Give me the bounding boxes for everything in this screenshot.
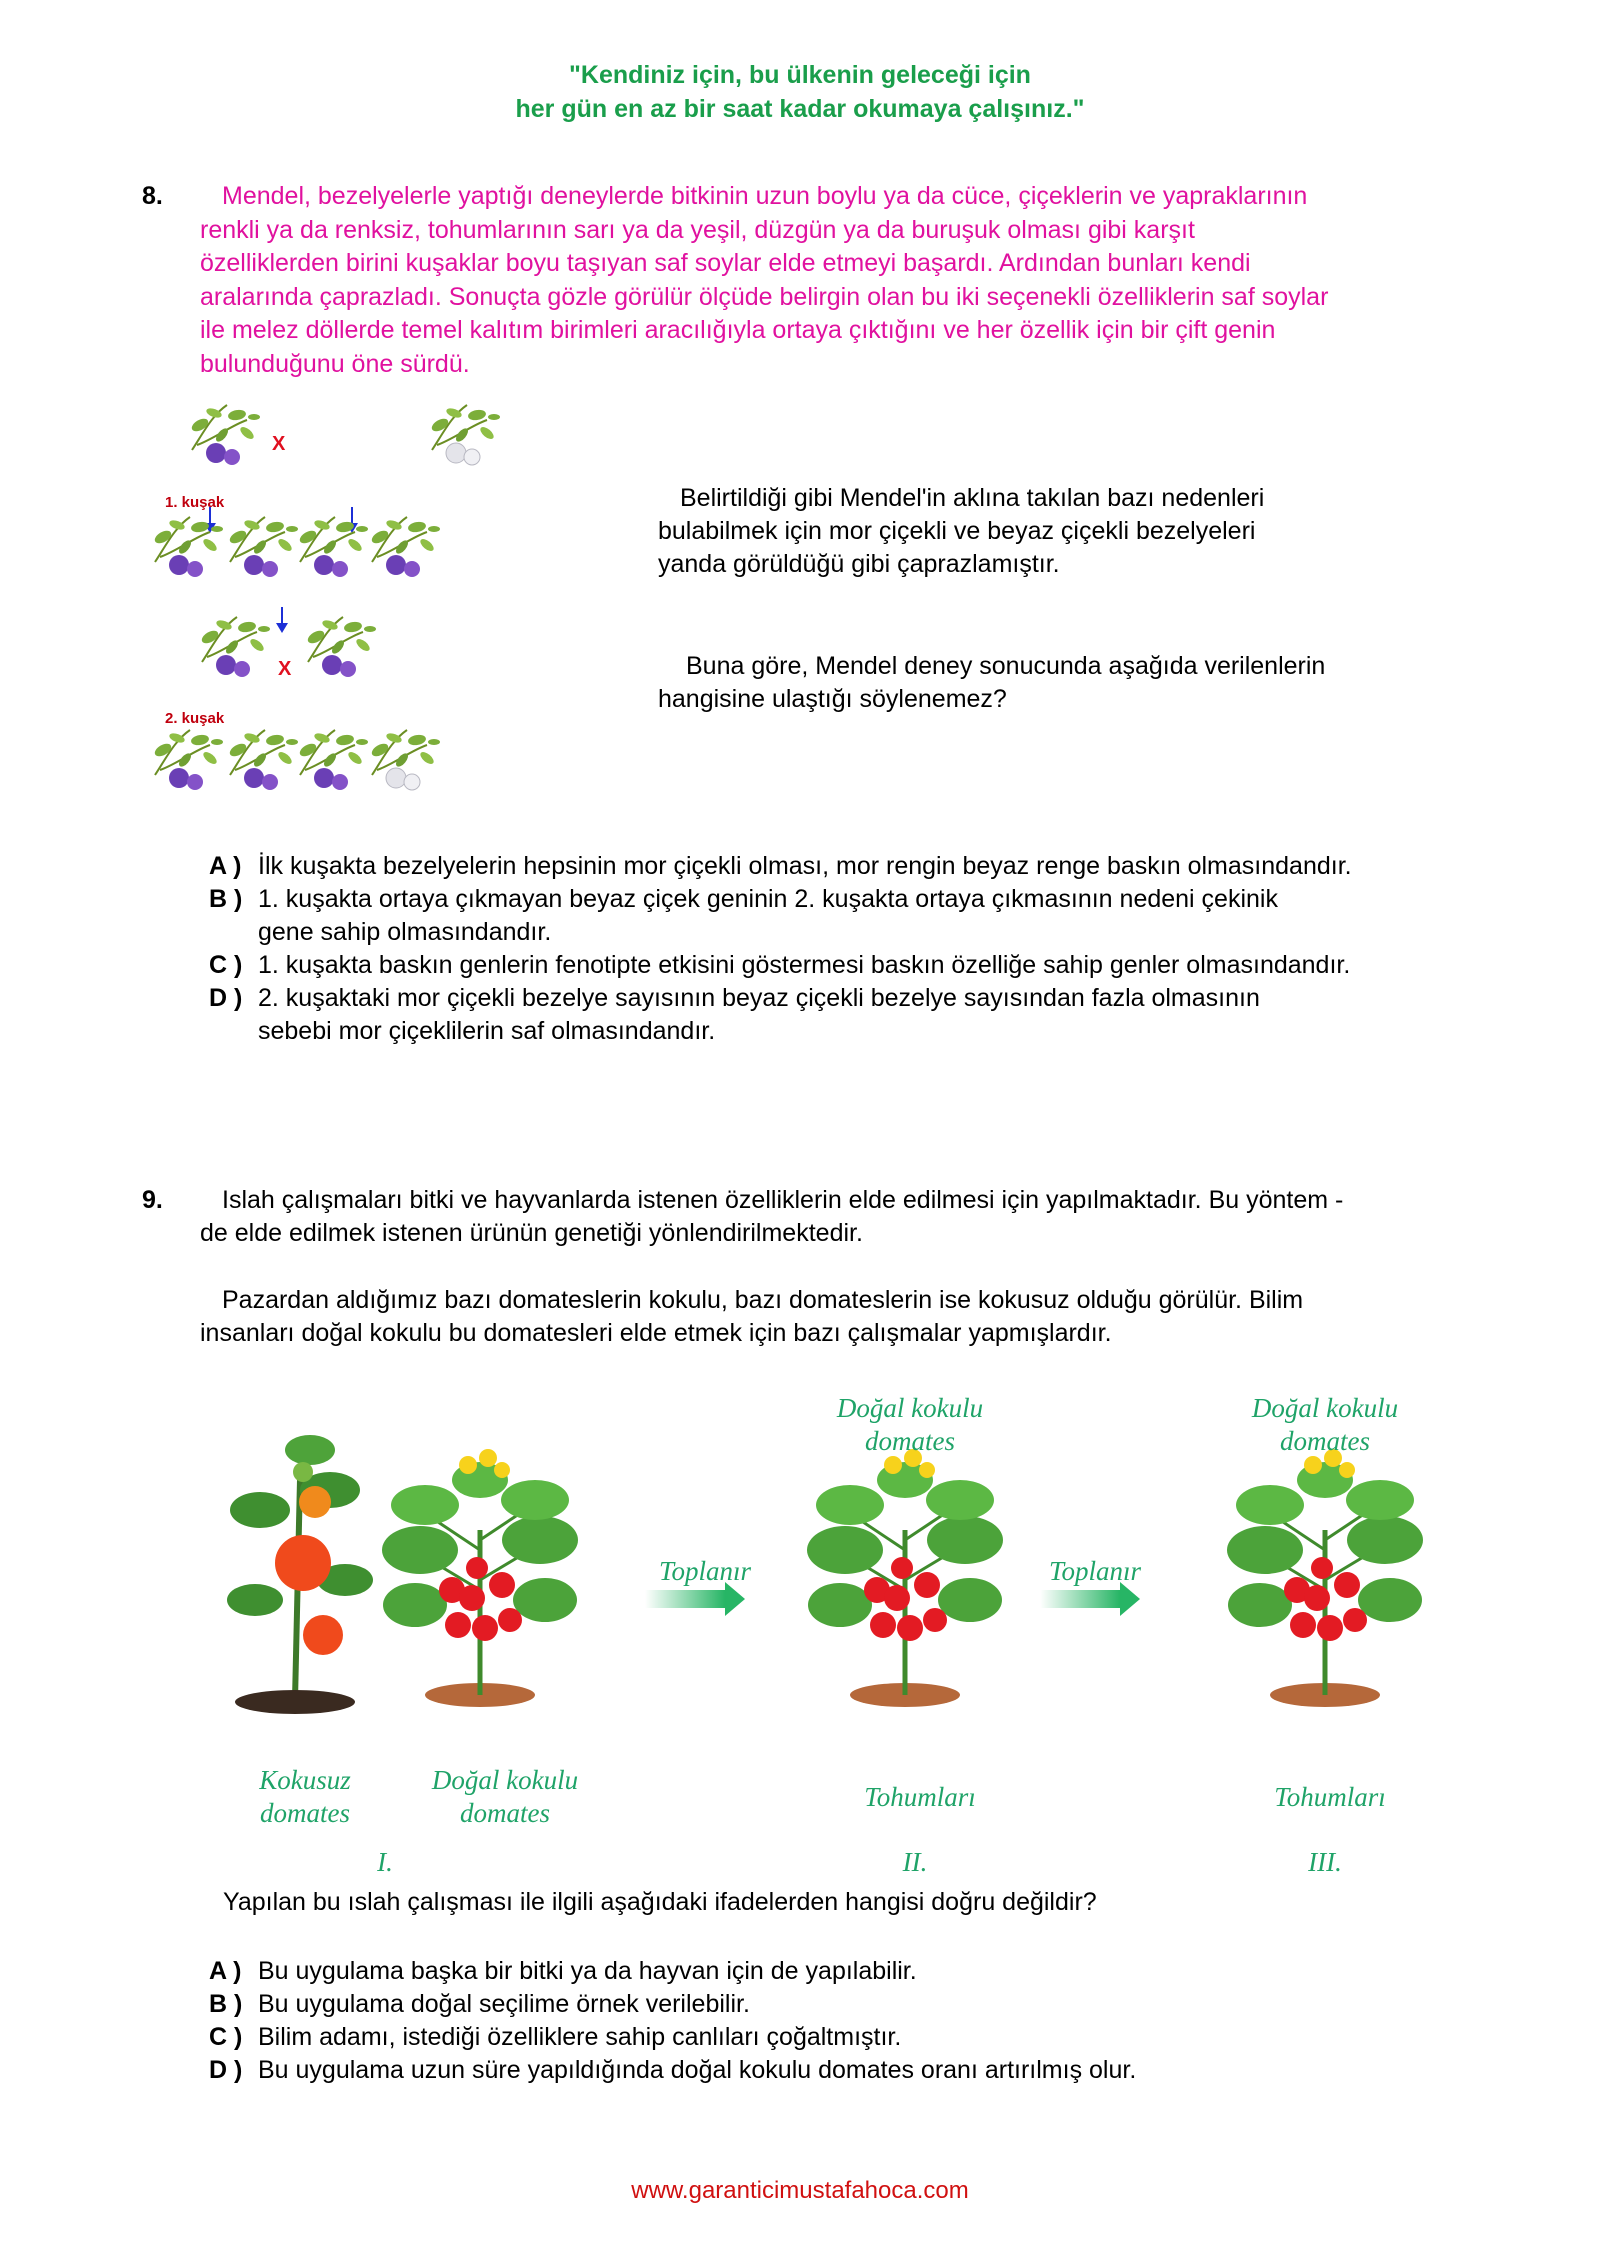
gen1-pea — [298, 517, 368, 577]
q9-intro — [200, 1184, 1460, 1250]
label-kokusuz: Kokusuz domates — [259, 1765, 351, 1828]
option-text: 1. kuşakta ortaya çıkmayan beyaz çiçek geninin 2. kuşakta ortaya çıkmasının nedeni çekinik gene sahip olmasındandır. — [258, 885, 1278, 946]
gen1-cross-pea — [200, 617, 270, 677]
motto-line-2: her gün en az bir saat kadar okumaya çalışınız." — [515, 95, 1085, 123]
q8-side-line: bulabilmek için mor çiçekli ve beyaz çiçekli bezelyeleri — [658, 517, 1256, 545]
option-letter: B ) — [209, 885, 243, 913]
question-8-paragraph — [200, 180, 1460, 381]
q8-option-d[interactable] — [209, 982, 1469, 1048]
q8-question-line: Buna göre, Mendel deney sonucunda aşağıda verilenlerin — [686, 652, 1326, 680]
roman-1: I. — [377, 1847, 393, 1877]
scentless-tomato-plant — [227, 1435, 373, 1714]
label-top-3: Doğal kokulu domates — [1251, 1393, 1399, 1456]
parent-white-pea — [430, 405, 500, 465]
option-letter: B ) — [209, 1990, 243, 2018]
q8-line: Mendel, bezelyelerle yaptığı deneylerde bitkinin uzun boylu ya da cüce, çiçeklerin ve yapraklarının — [222, 182, 1308, 210]
cross-symbol: X — [278, 658, 292, 680]
option-letter: C ) — [209, 2023, 243, 2051]
option-letter: D ) — [209, 2056, 243, 2084]
gen2-white-pea — [370, 730, 440, 790]
q8-line: özelliklerden birini kuşaklar boyu taşıyan saf soylar elde etmeyi başardı. Ardından bunları kendi — [200, 249, 1251, 277]
option-letter: A ) — [209, 852, 242, 880]
down-arrow-icon — [276, 607, 288, 633]
mendel-cross-figure — [150, 395, 640, 825]
roman-2: II. — [902, 1847, 928, 1877]
label-seeds-2: Tohumları — [864, 1782, 976, 1812]
parent-purple-pea — [190, 405, 260, 465]
label-dogal: Doğal kokulu domates — [431, 1765, 579, 1828]
scented-tomato-plant-3 — [1227, 1449, 1423, 1707]
q8-option-a[interactable] — [209, 850, 1469, 883]
q8-side-line: Belirtildiği gibi Mendel'in aklına takılan bazı nedenleri — [680, 484, 1265, 512]
q8-line: bulunduğunu öne sürdü. — [200, 349, 470, 378]
q8-question — [658, 650, 1418, 716]
option-text: 2. kuşaktaki mor çiçekli bezelye sayısının beyaz çiçekli bezelye sayısından fazla olmasının sebebi mor çiçeklilerin saf olmasındandır. — [258, 984, 1260, 1045]
gen2-pea — [228, 730, 298, 790]
option-letter: A ) — [209, 1957, 242, 1985]
q9-para-line: Pazardan aldığımız bazı domateslerin kokulu, bazı domateslerin ise kokusuz olduğu görülür. Bilim — [222, 1286, 1304, 1314]
gen1-pea — [228, 517, 298, 577]
q8-option-c[interactable] — [209, 949, 1469, 982]
question-8-number: 8. — [142, 182, 163, 210]
scented-tomato-plant-1 — [382, 1449, 578, 1707]
option-text: İlk kuşakta bezelyelerin hepsinin mor çiçekli olması, mor rengin beyaz renge baskın olmasındandır. — [258, 852, 1352, 880]
q9-option-c[interactable] — [209, 2021, 1469, 2054]
option-letter: C ) — [209, 951, 243, 979]
q9-paragraph — [200, 1284, 1460, 1350]
gen2-pea — [153, 730, 223, 790]
option-letter: D ) — [209, 984, 243, 1012]
q9-intro-line: Islah çalışmaları bitki ve hayvanlarda istenen özelliklerin elde edilmesi için yapılmaktadır. Bu yöntem - — [222, 1186, 1344, 1214]
option-text: 1. kuşakta baskın genlerin fenotipte etkisini göstermesi baskın özelliğe sahip genler olmasındandır. — [258, 951, 1351, 979]
q9-question: Yapılan bu ıslah çalışması ile ilgili aşağıdaki ifadelerden hangisi doğru değildir? — [223, 1888, 1097, 1916]
q9-option-b[interactable] — [209, 1988, 1469, 2021]
gen1-pea — [370, 517, 440, 577]
question-9-number: 9. — [142, 1186, 163, 1214]
q9-option-d[interactable] — [209, 2054, 1469, 2087]
q8-line: aralarında çaprazladı. Sonuçta gözle görülür ölçüde belirgin olan bu iki seçenekli özelliklerin saf soylar — [200, 282, 1329, 311]
q9-intro-line: de elde edilmek istenen ürünün genetiği yönlendirilmektedir. — [200, 1219, 863, 1247]
option-text: Bilim adamı, istediği özelliklere sahip canlıları çoğaltmıştır. — [258, 2023, 902, 2051]
label-top-2: Doğal kokulu domates — [836, 1393, 984, 1456]
option-text: Bu uygulama başka bir bitki ya da hayvan için de yapılabilir. — [258, 1957, 917, 1985]
option-text: Bu uygulama uzun süre yapıldığında doğal kokulu domates oranı artırılmış olur. — [258, 2056, 1137, 2084]
q8-line: ile melez döllerde temel kalıtım birimleri aracılığıyla ortaya çıktığını ve her özellik için bir çift genin — [200, 316, 1276, 344]
arrow-label-2: Toplanır — [1048, 1556, 1142, 1586]
q8-side-line: yanda görüldüğü gibi çaprazlamıştır. — [658, 550, 1060, 578]
gen1-cross-pea — [306, 617, 376, 677]
q9-para-line: insanları doğal kokulu bu domatesleri elde etmek için bazı çalışmalar yapmışlardır. — [200, 1319, 1112, 1347]
motto-line-1: "Kendiniz için, bu ülkenin geleceği için — [569, 61, 1031, 89]
arrow-icon — [645, 1590, 725, 1608]
option-text: Bu uygulama doğal seçilime örnek verilebilir. — [258, 1990, 750, 2018]
gen2-label: 2. kuşak — [165, 710, 225, 727]
gen2-pea — [298, 730, 368, 790]
q8-side-text — [658, 482, 1418, 581]
cross-symbol: X — [272, 433, 286, 455]
gen1-label: 1. kuşak — [165, 494, 225, 511]
q8-question-line: hangisine ulaştığı söylenemez? — [658, 685, 1007, 713]
footer-url[interactable]: www.garanticimustafahoca.com — [631, 2177, 969, 2204]
q9-option-a[interactable] — [209, 1955, 1469, 1988]
label-seeds-3: Tohumları — [1274, 1782, 1386, 1812]
q8-line: renkli ya da renksiz, tohumlarının sarı ya da yeşil, düzgün ya da buruşuk olması gibi karşıt — [200, 215, 1195, 244]
arrow-icon — [1040, 1590, 1120, 1608]
roman-3: III. — [1308, 1847, 1342, 1877]
q8-option-b[interactable] — [209, 883, 1469, 949]
arrow-label-1: Toplanır — [658, 1556, 752, 1586]
scented-tomato-plant-2 — [807, 1449, 1003, 1707]
